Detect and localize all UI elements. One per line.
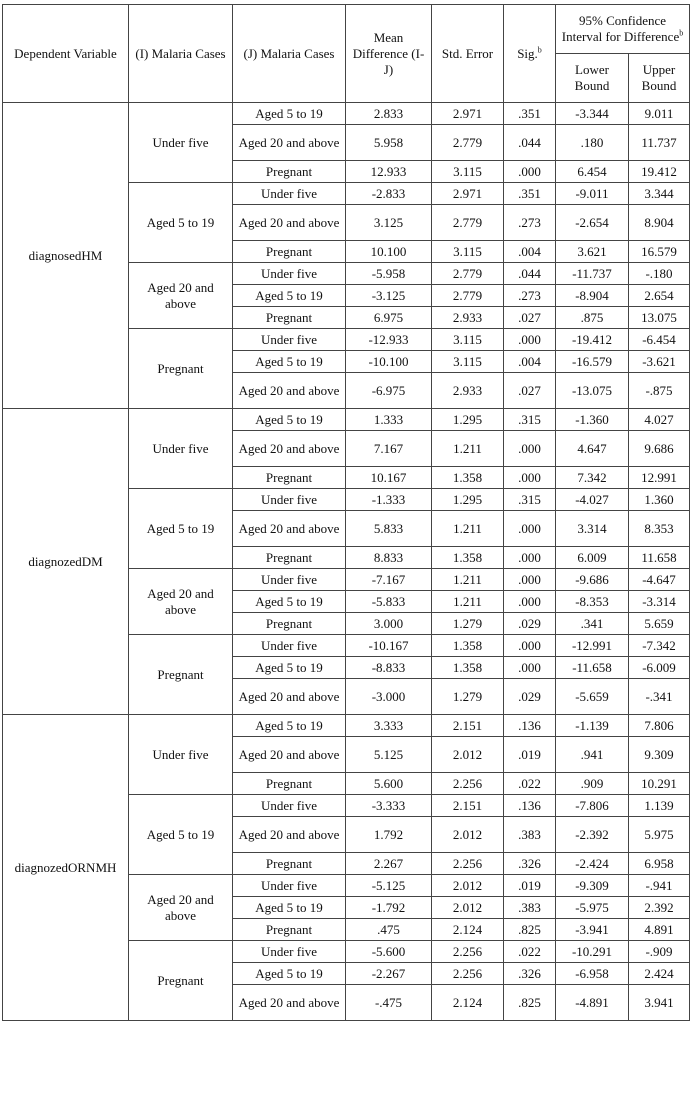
sig-cell: .004: [504, 351, 556, 373]
dependent-variable-cell: diagnozedDM: [3, 409, 129, 715]
upper-bound-cell: 6.958: [629, 853, 690, 875]
lower-bound-cell: 6.454: [556, 161, 629, 183]
i-malaria-case-cell: Aged 5 to 19: [129, 795, 233, 875]
lower-bound-cell: -3.941: [556, 919, 629, 941]
j-malaria-case-cell: Aged 5 to 19: [233, 103, 346, 125]
upper-bound-cell: 2.424: [629, 963, 690, 985]
i-malaria-case-cell: Aged 20 and above: [129, 263, 233, 329]
lower-bound-cell: -11.658: [556, 657, 629, 679]
mean-difference-cell: 10.100: [346, 241, 432, 263]
j-malaria-case-cell: Under five: [233, 941, 346, 963]
sig-cell: .000: [504, 591, 556, 613]
header-sig: [504, 5, 556, 103]
sig-cell: .351: [504, 183, 556, 205]
header-mean-difference: Mean Difference (I-J): [346, 5, 432, 103]
std-error-cell: 3.115: [432, 329, 504, 351]
std-error-cell: 2.012: [432, 897, 504, 919]
lower-bound-cell: -2.654: [556, 205, 629, 241]
std-error-cell: 2.256: [432, 941, 504, 963]
std-error-cell: 2.124: [432, 919, 504, 941]
table-row: [3, 103, 690, 125]
upper-bound-cell: 3.344: [629, 183, 690, 205]
j-malaria-case-cell: Aged 20 and above: [233, 431, 346, 467]
lower-bound-cell: -4.027: [556, 489, 629, 511]
upper-bound-cell: -.941: [629, 875, 690, 897]
std-error-cell: 2.256: [432, 853, 504, 875]
mean-difference-cell: -12.933: [346, 329, 432, 351]
j-malaria-case-cell: Aged 5 to 19: [233, 715, 346, 737]
sig-cell: .136: [504, 715, 556, 737]
upper-bound-cell: 9.011: [629, 103, 690, 125]
upper-bound-cell: 3.941: [629, 985, 690, 1021]
std-error-cell: 1.211: [432, 431, 504, 467]
i-malaria-case-cell: Pregnant: [129, 635, 233, 715]
lower-bound-cell: -12.991: [556, 635, 629, 657]
table-row: [3, 409, 690, 431]
mean-difference-cell: -2.833: [346, 183, 432, 205]
lower-bound-cell: -5.659: [556, 679, 629, 715]
upper-bound-cell: -6.454: [629, 329, 690, 351]
lower-bound-cell: 3.314: [556, 511, 629, 547]
lower-bound-cell: -19.412: [556, 329, 629, 351]
sig-cell: .029: [504, 613, 556, 635]
upper-bound-cell: -3.621: [629, 351, 690, 373]
sig-cell: .019: [504, 737, 556, 773]
lower-bound-cell: -5.975: [556, 897, 629, 919]
mean-difference-cell: -7.167: [346, 569, 432, 591]
i-malaria-case-cell: Aged 20 and above: [129, 569, 233, 635]
mean-difference-cell: 6.975: [346, 307, 432, 329]
mean-difference-cell: -8.833: [346, 657, 432, 679]
sig-cell: .273: [504, 205, 556, 241]
std-error-cell: 1.358: [432, 657, 504, 679]
upper-bound-cell: -.180: [629, 263, 690, 285]
i-malaria-case-cell: Aged 5 to 19: [129, 183, 233, 263]
j-malaria-case-cell: Under five: [233, 569, 346, 591]
sig-cell: .027: [504, 307, 556, 329]
i-malaria-case-cell: Pregnant: [129, 329, 233, 409]
std-error-cell: 2.779: [432, 285, 504, 307]
std-error-cell: 2.151: [432, 715, 504, 737]
upper-bound-cell: 5.975: [629, 817, 690, 853]
upper-bound-cell: -4.647: [629, 569, 690, 591]
mean-difference-cell: .475: [346, 919, 432, 941]
j-malaria-case-cell: Under five: [233, 183, 346, 205]
i-malaria-case-cell: Aged 5 to 19: [129, 489, 233, 569]
std-error-cell: 1.295: [432, 409, 504, 431]
mean-difference-cell: 1.333: [346, 409, 432, 431]
sig-cell: .825: [504, 985, 556, 1021]
sig-cell: .027: [504, 373, 556, 409]
i-malaria-case-cell: Under five: [129, 409, 233, 489]
upper-bound-cell: 12.991: [629, 467, 690, 489]
std-error-cell: 2.779: [432, 263, 504, 285]
mean-difference-cell: -2.267: [346, 963, 432, 985]
std-error-cell: 2.779: [432, 125, 504, 161]
mean-difference-cell: -5.600: [346, 941, 432, 963]
j-malaria-case-cell: Pregnant: [233, 773, 346, 795]
sig-cell: .136: [504, 795, 556, 817]
lower-bound-cell: -2.392: [556, 817, 629, 853]
mean-difference-cell: 10.167: [346, 467, 432, 489]
j-malaria-case-cell: Aged 20 and above: [233, 125, 346, 161]
lower-bound-cell: 6.009: [556, 547, 629, 569]
std-error-cell: 2.012: [432, 875, 504, 897]
mean-difference-cell: 7.167: [346, 431, 432, 467]
std-error-cell: 2.933: [432, 373, 504, 409]
std-error-cell: 1.358: [432, 635, 504, 657]
sig-cell: .000: [504, 431, 556, 467]
mean-difference-cell: -3.333: [346, 795, 432, 817]
j-malaria-case-cell: Pregnant: [233, 467, 346, 489]
sig-cell: .004: [504, 241, 556, 263]
sig-cell: .019: [504, 875, 556, 897]
table-row: [3, 715, 690, 737]
lower-bound-cell: -9.686: [556, 569, 629, 591]
mean-difference-cell: 5.833: [346, 511, 432, 547]
std-error-cell: 2.012: [432, 737, 504, 773]
mean-difference-cell: -5.958: [346, 263, 432, 285]
j-malaria-case-cell: Under five: [233, 329, 346, 351]
mean-difference-cell: 2.267: [346, 853, 432, 875]
upper-bound-cell: 11.737: [629, 125, 690, 161]
j-malaria-case-cell: Under five: [233, 635, 346, 657]
mean-difference-cell: 3.125: [346, 205, 432, 241]
sig-cell: .000: [504, 329, 556, 351]
upper-bound-cell: 9.686: [629, 431, 690, 467]
sig-cell: .000: [504, 635, 556, 657]
i-malaria-case-cell: Under five: [129, 103, 233, 183]
header-j-malaria-cases: (J) Malaria Cases: [233, 5, 346, 103]
dependent-variable-cell: diagnosedHM: [3, 103, 129, 409]
j-malaria-case-cell: Under five: [233, 875, 346, 897]
lower-bound-cell: 7.342: [556, 467, 629, 489]
upper-bound-cell: -3.314: [629, 591, 690, 613]
header-dependent-variable: Dependent Variable: [3, 5, 129, 103]
std-error-cell: 2.124: [432, 985, 504, 1021]
std-error-cell: 1.211: [432, 591, 504, 613]
std-error-cell: 1.295: [432, 489, 504, 511]
upper-bound-cell: -6.009: [629, 657, 690, 679]
table-header: [3, 5, 690, 103]
header-sig-label: Sig.: [517, 45, 538, 61]
upper-bound-cell: 8.904: [629, 205, 690, 241]
sig-cell: .000: [504, 467, 556, 489]
mean-difference-cell: 2.833: [346, 103, 432, 125]
pairwise-comparisons-table: [2, 4, 690, 1021]
mean-difference-cell: -1.333: [346, 489, 432, 511]
sig-cell: .315: [504, 409, 556, 431]
lower-bound-cell: -8.904: [556, 285, 629, 307]
j-malaria-case-cell: Pregnant: [233, 241, 346, 263]
mean-difference-cell: 8.833: [346, 547, 432, 569]
std-error-cell: 2.256: [432, 773, 504, 795]
sig-cell: .326: [504, 963, 556, 985]
std-error-cell: 2.971: [432, 103, 504, 125]
std-error-cell: 1.358: [432, 547, 504, 569]
lower-bound-cell: .941: [556, 737, 629, 773]
j-malaria-case-cell: Pregnant: [233, 613, 346, 635]
j-malaria-case-cell: Aged 20 and above: [233, 373, 346, 409]
header-ci-label: 95% Confidence Interval for Difference: [561, 13, 680, 44]
lower-bound-cell: .180: [556, 125, 629, 161]
std-error-cell: 1.358: [432, 467, 504, 489]
std-error-cell: 2.971: [432, 183, 504, 205]
sig-cell: .000: [504, 511, 556, 547]
std-error-cell: 3.115: [432, 351, 504, 373]
sig-cell: .000: [504, 569, 556, 591]
upper-bound-cell: 1.139: [629, 795, 690, 817]
upper-bound-cell: -.875: [629, 373, 690, 409]
std-error-cell: 1.211: [432, 569, 504, 591]
sig-cell: .326: [504, 853, 556, 875]
mean-difference-cell: -10.167: [346, 635, 432, 657]
lower-bound-cell: -10.291: [556, 941, 629, 963]
sig-cell: .044: [504, 125, 556, 161]
header-std-error: Std. Error: [432, 5, 504, 103]
upper-bound-cell: 13.075: [629, 307, 690, 329]
lower-bound-cell: -1.139: [556, 715, 629, 737]
mean-difference-cell: -.475: [346, 985, 432, 1021]
lower-bound-cell: -4.891: [556, 985, 629, 1021]
lower-bound-cell: 4.647: [556, 431, 629, 467]
upper-bound-cell: -7.342: [629, 635, 690, 657]
j-malaria-case-cell: Aged 20 and above: [233, 817, 346, 853]
header-i-malaria-cases: (I) Malaria Cases: [129, 5, 233, 103]
lower-bound-cell: .909: [556, 773, 629, 795]
sig-cell: .022: [504, 773, 556, 795]
upper-bound-cell: 19.412: [629, 161, 690, 183]
lower-bound-cell: .875: [556, 307, 629, 329]
j-malaria-case-cell: Under five: [233, 795, 346, 817]
lower-bound-cell: -1.360: [556, 409, 629, 431]
mean-difference-cell: 5.600: [346, 773, 432, 795]
sig-cell: .383: [504, 897, 556, 919]
std-error-cell: 3.115: [432, 161, 504, 183]
lower-bound-cell: 3.621: [556, 241, 629, 263]
j-malaria-case-cell: Aged 5 to 19: [233, 285, 346, 307]
std-error-cell: 1.279: [432, 679, 504, 715]
mean-difference-cell: -3.000: [346, 679, 432, 715]
lower-bound-cell: -11.737: [556, 263, 629, 285]
j-malaria-case-cell: Under five: [233, 489, 346, 511]
j-malaria-case-cell: Pregnant: [233, 547, 346, 569]
mean-difference-cell: -5.833: [346, 591, 432, 613]
mean-difference-cell: -3.125: [346, 285, 432, 307]
mean-difference-cell: -10.100: [346, 351, 432, 373]
std-error-cell: 2.151: [432, 795, 504, 817]
upper-bound-cell: 10.291: [629, 773, 690, 795]
upper-bound-cell: -.341: [629, 679, 690, 715]
upper-bound-cell: 2.654: [629, 285, 690, 307]
upper-bound-cell: 4.891: [629, 919, 690, 941]
std-error-cell: 2.256: [432, 963, 504, 985]
lower-bound-cell: -9.011: [556, 183, 629, 205]
j-malaria-case-cell: Aged 20 and above: [233, 679, 346, 715]
upper-bound-cell: 5.659: [629, 613, 690, 635]
sig-cell: .022: [504, 941, 556, 963]
j-malaria-case-cell: Aged 5 to 19: [233, 409, 346, 431]
std-error-cell: 2.933: [432, 307, 504, 329]
j-malaria-case-cell: Aged 5 to 19: [233, 351, 346, 373]
sig-cell: .351: [504, 103, 556, 125]
upper-bound-cell: 16.579: [629, 241, 690, 263]
lower-bound-cell: -3.344: [556, 103, 629, 125]
std-error-cell: 2.779: [432, 205, 504, 241]
header-upper-bound: Upper Bound: [629, 54, 690, 103]
std-error-cell: 1.279: [432, 613, 504, 635]
j-malaria-case-cell: Pregnant: [233, 919, 346, 941]
j-malaria-case-cell: Pregnant: [233, 161, 346, 183]
j-malaria-case-cell: Aged 5 to 19: [233, 963, 346, 985]
upper-bound-cell: 4.027: [629, 409, 690, 431]
mean-difference-cell: 1.792: [346, 817, 432, 853]
sig-cell: .315: [504, 489, 556, 511]
upper-bound-cell: 8.353: [629, 511, 690, 547]
sig-cell: .383: [504, 817, 556, 853]
j-malaria-case-cell: Aged 20 and above: [233, 985, 346, 1021]
header-ci-footnote: b: [679, 28, 684, 38]
header-lower-bound: Lower Bound: [556, 54, 629, 103]
lower-bound-cell: -9.309: [556, 875, 629, 897]
sig-cell: .273: [504, 285, 556, 307]
std-error-cell: 1.211: [432, 511, 504, 547]
lower-bound-cell: -8.353: [556, 591, 629, 613]
std-error-cell: 3.115: [432, 241, 504, 263]
j-malaria-case-cell: Pregnant: [233, 853, 346, 875]
sig-cell: .825: [504, 919, 556, 941]
sig-cell: .044: [504, 263, 556, 285]
mean-difference-cell: -5.125: [346, 875, 432, 897]
std-error-cell: 2.012: [432, 817, 504, 853]
lower-bound-cell: -6.958: [556, 963, 629, 985]
j-malaria-case-cell: Aged 5 to 19: [233, 591, 346, 613]
j-malaria-case-cell: Under five: [233, 263, 346, 285]
sig-cell: .029: [504, 679, 556, 715]
mean-difference-cell: 3.000: [346, 613, 432, 635]
mean-difference-cell: -1.792: [346, 897, 432, 919]
j-malaria-case-cell: Aged 20 and above: [233, 511, 346, 547]
upper-bound-cell: 11.658: [629, 547, 690, 569]
mean-difference-cell: 3.333: [346, 715, 432, 737]
j-malaria-case-cell: Aged 20 and above: [233, 205, 346, 241]
mean-difference-cell: 12.933: [346, 161, 432, 183]
j-malaria-case-cell: Aged 20 and above: [233, 737, 346, 773]
mean-difference-cell: 5.958: [346, 125, 432, 161]
lower-bound-cell: -16.579: [556, 351, 629, 373]
header-sig-footnote: b: [537, 45, 542, 55]
upper-bound-cell: 1.360: [629, 489, 690, 511]
mean-difference-cell: -6.975: [346, 373, 432, 409]
lower-bound-cell: .341: [556, 613, 629, 635]
lower-bound-cell: -7.806: [556, 795, 629, 817]
j-malaria-case-cell: Pregnant: [233, 307, 346, 329]
mean-difference-cell: 5.125: [346, 737, 432, 773]
table-body: [3, 103, 690, 1021]
i-malaria-case-cell: Pregnant: [129, 941, 233, 1021]
sig-cell: .000: [504, 657, 556, 679]
lower-bound-cell: -2.424: [556, 853, 629, 875]
j-malaria-case-cell: Aged 5 to 19: [233, 897, 346, 919]
j-malaria-case-cell: Aged 5 to 19: [233, 657, 346, 679]
dependent-variable-cell: diagnozedORNMH: [3, 715, 129, 1021]
sig-cell: .000: [504, 161, 556, 183]
upper-bound-cell: 9.309: [629, 737, 690, 773]
i-malaria-case-cell: Under five: [129, 715, 233, 795]
lower-bound-cell: -13.075: [556, 373, 629, 409]
upper-bound-cell: -.909: [629, 941, 690, 963]
upper-bound-cell: 2.392: [629, 897, 690, 919]
header-confidence-interval: [556, 5, 690, 54]
upper-bound-cell: 7.806: [629, 715, 690, 737]
sig-cell: .000: [504, 547, 556, 569]
i-malaria-case-cell: Aged 20 and above: [129, 875, 233, 941]
